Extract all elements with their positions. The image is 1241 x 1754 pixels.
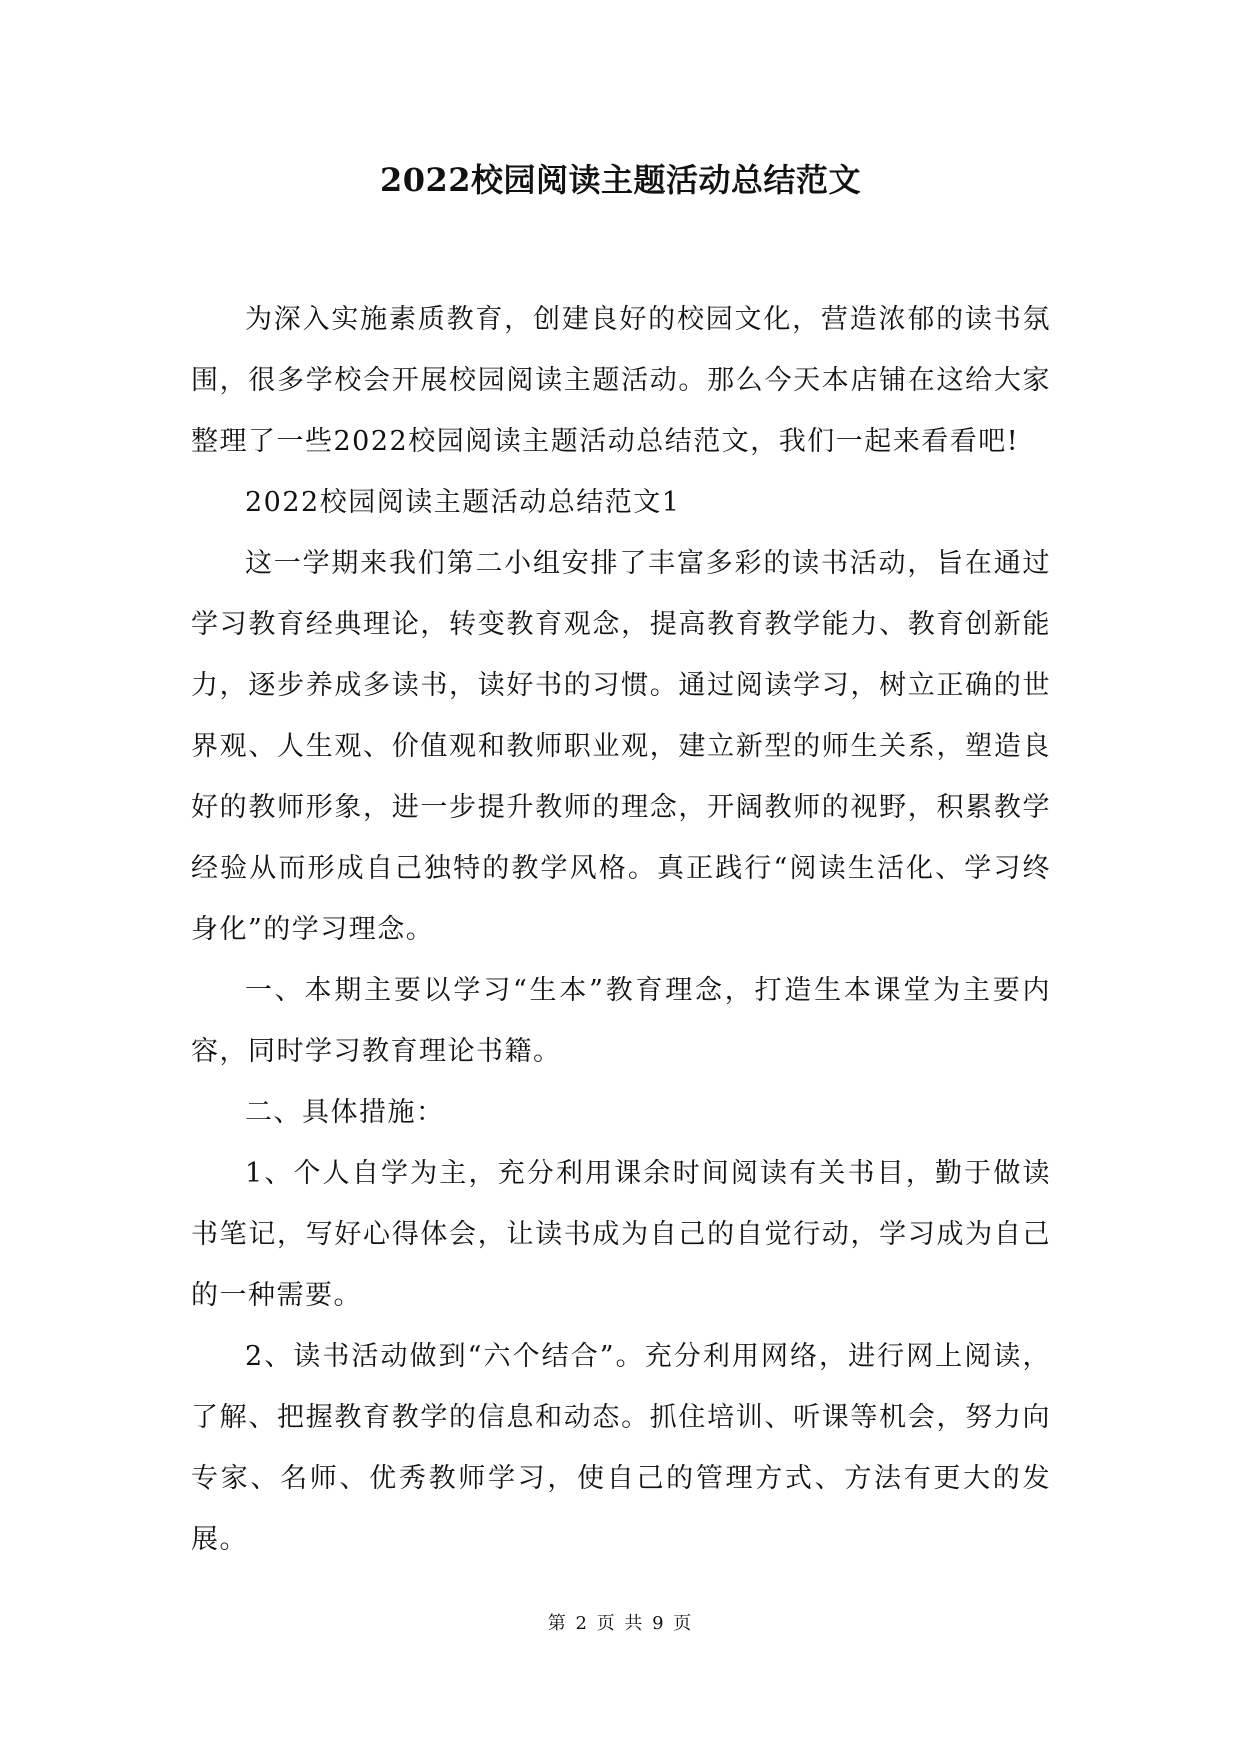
body-paragraph: 二、具体措施：	[245, 1097, 445, 1128]
page-footer: 第 2 页 共 9 页	[547, 1613, 694, 1634]
body-paragraph: 2、读书活动做到“六个结合”。充分利用网络，进行网上阅读，了解、把握教育教学的信息和动态。抓住培训、听课等机会，努力向专家、名师、优秀教师学习，使自己的管理方式、方法有更大的发展。	[191, 1341, 1051, 1555]
document-body	[191, 289, 1051, 1570]
body-paragraph: 这一学期来我们第二小组安排了丰富多彩的读书活动，旨在通过学习教育经典理论，转变教育观念，提高教育教学能力、教育创新能力，逐步养成多读书，读好书的习惯。通过阅读学习，树立正确的世界观、人生观、价值观和教师职业观，建立新型的师生关系，塑造良好的教师形象，进一步提升教师的理念，开阔教师的视野，积累教学经验从而形成自己独特的教学风格。真正践行“阅读生活化、学习终身化”的学习理念。	[191, 548, 1051, 945]
body-paragraph: 1、个人自学为主，充分利用课余时间阅读有关书目，勤于做读书笔记，写好心得体会，让读书成为自己的自觉行动，学习成为自己的一种需要。	[191, 1158, 1051, 1311]
body-paragraph: 一、本期主要以学习“生本”教育理念，打造生本课堂为主要内容，同时学习教育理论书籍。	[191, 975, 1051, 1067]
intro-paragraph: 为深入实施素质教育，创建良好的校园文化，营造浓郁的读书氛围，很多学校会开展校园阅读主题活动。那么今天本店铺在这给大家整理了一些2022校园阅读主题活动总结范文，我们一起来看看吧!	[191, 304, 1051, 457]
section-heading: 2022校园阅读主题活动总结范文1	[245, 487, 681, 518]
document-title: 2022校园阅读主题活动总结范文	[379, 161, 862, 199]
